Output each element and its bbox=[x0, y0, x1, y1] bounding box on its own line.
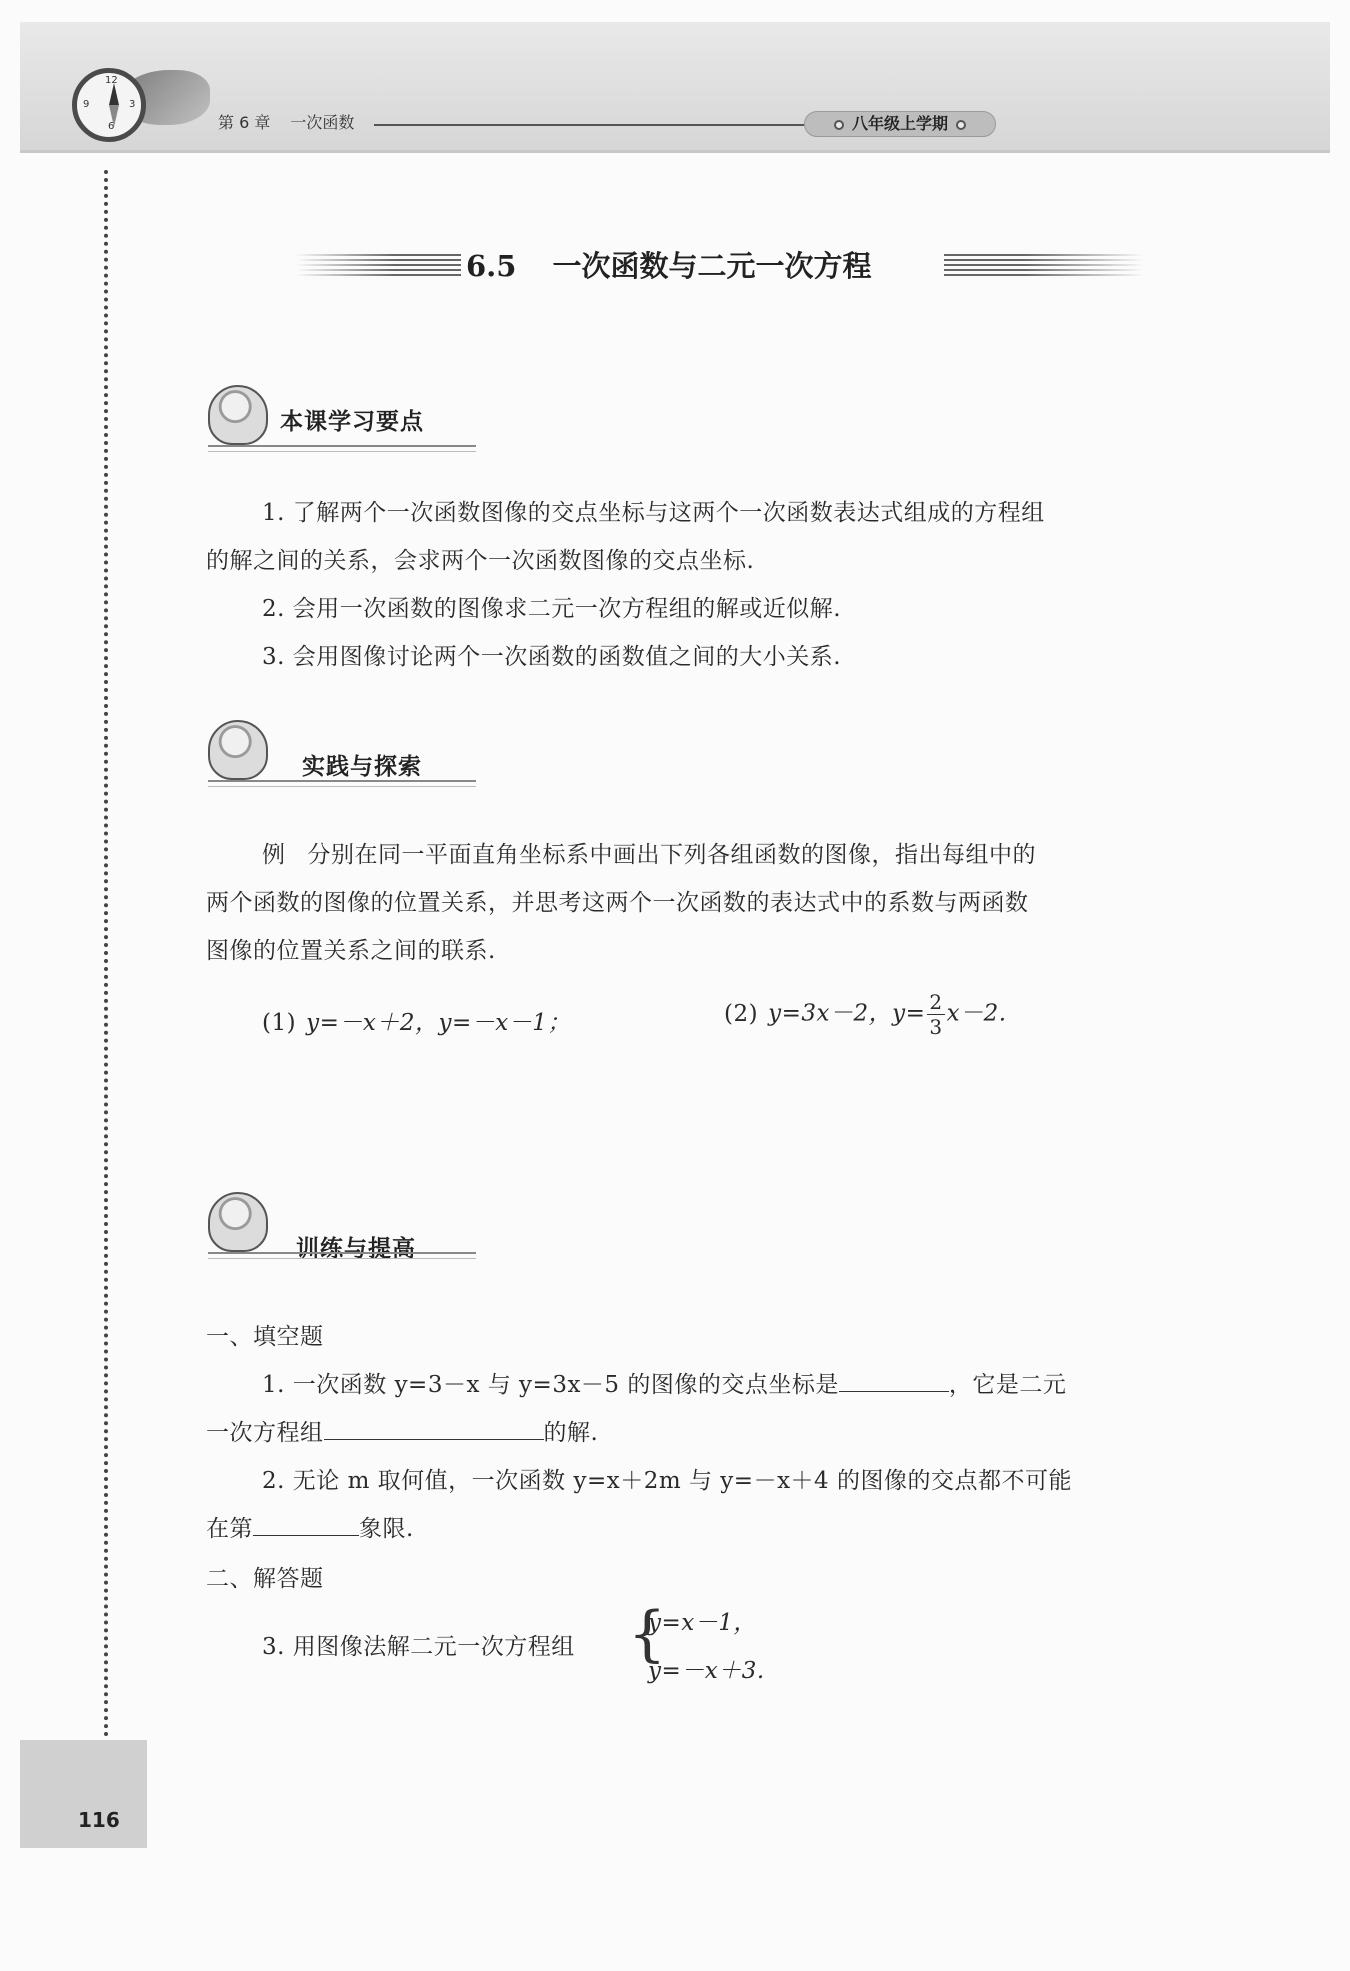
compass-number: 6 bbox=[108, 121, 115, 132]
circle-icon bbox=[956, 120, 966, 130]
heading-underline bbox=[208, 445, 476, 452]
answer-blank[interactable] bbox=[839, 1368, 949, 1392]
example-line-2: 两个函数的图像的位置关系，并思考这两个一次函数的表达式中的系数与两函数 bbox=[206, 890, 1029, 916]
grade-label: 八年级上学期 bbox=[851, 114, 948, 133]
margin-dotted-line bbox=[104, 170, 108, 1738]
section-title bbox=[466, 244, 871, 285]
fraction bbox=[927, 990, 944, 1039]
compass-number: 9 bbox=[83, 99, 90, 110]
learning-points-heading: 本课学习要点 bbox=[280, 409, 424, 435]
practice-heading: 实践与探索 bbox=[302, 754, 422, 780]
title-decoration-lines bbox=[944, 254, 1144, 276]
students-mascot-icon bbox=[208, 1192, 268, 1252]
example-line-3: 图像的位置关系之间的联系. bbox=[206, 938, 496, 964]
question-1-text-b: ，它是二元 bbox=[948, 1372, 1067, 1398]
brace-icon: { bbox=[628, 1599, 667, 1669]
question-2-text-c: 象限. bbox=[359, 1516, 414, 1542]
chapter-title: 一次函数 bbox=[290, 113, 355, 132]
circle-icon bbox=[834, 120, 844, 130]
part-1-expression: y=－x＋2，y=－x－1； bbox=[306, 1010, 571, 1036]
question-1-text-d: 的解. bbox=[543, 1420, 599, 1446]
question-1-line-2 bbox=[206, 1414, 598, 1447]
section-title-text: 一次函数与二元一次方程 bbox=[552, 249, 872, 283]
part-label: (2) bbox=[724, 1000, 759, 1027]
part-label: (1) bbox=[262, 1010, 297, 1036]
page-number: 116 bbox=[78, 1808, 120, 1832]
learning-point-2: 2. 会用一次函数的图像求二元一次方程组的解或近似解. bbox=[262, 596, 842, 622]
compass-number: 3 bbox=[129, 99, 136, 110]
student-mascot-icon bbox=[208, 720, 268, 780]
training-heading: 训练与提高 bbox=[296, 1236, 416, 1262]
fraction-numerator: 2 bbox=[929, 990, 943, 1014]
section-number: 6.5 bbox=[466, 249, 517, 283]
header-rule bbox=[374, 124, 806, 126]
fraction-denominator: 3 bbox=[929, 1015, 943, 1039]
compass-needle-icon bbox=[109, 105, 119, 127]
chapter-label bbox=[218, 110, 374, 133]
compass-icon bbox=[72, 68, 146, 142]
learning-point-3: 3. 会用图像讨论两个一次函数的函数值之间的大小关系. bbox=[262, 644, 842, 670]
part-2-expression-b: x－2. bbox=[946, 1000, 1007, 1027]
answer-blank[interactable] bbox=[324, 1416, 544, 1440]
example-part-2 bbox=[724, 990, 1007, 1039]
question-3-label: 3. 用图像法解二元一次方程组 bbox=[262, 1634, 575, 1660]
part-2-expression-a: y=3x－2，y= bbox=[768, 1000, 926, 1027]
question-3-equation-1: y=x－1， bbox=[648, 1610, 757, 1636]
student-mascot-icon bbox=[208, 385, 268, 445]
question-1-line-1 bbox=[262, 1366, 1066, 1399]
question-1-text-c: 一次方程组 bbox=[206, 1420, 324, 1446]
compass-needle-icon bbox=[109, 83, 119, 105]
heading-underline bbox=[208, 1252, 476, 1259]
question-2-line-2 bbox=[206, 1510, 414, 1543]
fill-in-section-title: 一、填空题 bbox=[206, 1324, 324, 1350]
compass-number: 12 bbox=[105, 75, 118, 86]
learning-point-1-cont: 的解之间的关系，会求两个一次函数图像的交点坐标. bbox=[206, 548, 755, 574]
chapter-number: 第 6 章 bbox=[218, 113, 271, 132]
example-label: 例 bbox=[262, 842, 286, 868]
grade-badge bbox=[804, 111, 996, 137]
example-text: 分别在同一平面直角坐标系中画出下列各组函数的图像，指出每组中的 bbox=[307, 842, 1036, 868]
page-header bbox=[20, 22, 1330, 150]
learning-point-1: 1. 了解两个一次函数图像的交点坐标与这两个一次函数表达式组成的方程组 bbox=[262, 500, 1045, 526]
heading-underline bbox=[208, 780, 476, 787]
example-line-1 bbox=[262, 836, 1036, 869]
header-shadow bbox=[20, 150, 1330, 153]
answer-section-title: 二、解答题 bbox=[206, 1566, 324, 1592]
question-2-line-1: 2. 无论 m 取何值，一次函数 y=x＋2m 与 y=－x＋4 的图像的交点都不可能 bbox=[262, 1468, 1072, 1494]
question-2-text-b: 在第 bbox=[206, 1516, 253, 1542]
answer-blank[interactable] bbox=[253, 1512, 359, 1536]
example-part-1 bbox=[262, 1004, 571, 1037]
question-3-equation-2: y=－x＋3. bbox=[648, 1658, 765, 1684]
question-1-text: 1. 一次函数 y=3－x 与 y=3x－5 的图像的交点坐标是 bbox=[262, 1372, 839, 1398]
title-decoration-lines bbox=[296, 254, 461, 276]
